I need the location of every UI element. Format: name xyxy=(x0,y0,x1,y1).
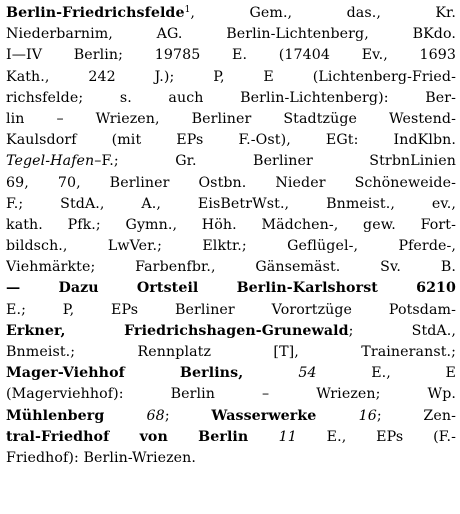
text-line xyxy=(6,406,456,427)
text-line xyxy=(6,321,456,342)
text-line xyxy=(6,173,456,194)
text-segment: , Gem., das., Kr. xyxy=(190,5,456,21)
text-line xyxy=(6,384,456,405)
text-line xyxy=(6,427,456,448)
bold-text: Mager-Viehhof Berlins, xyxy=(6,365,299,382)
text-line xyxy=(6,45,456,66)
bold-text: Mühlenberg xyxy=(6,407,147,424)
text-line xyxy=(6,3,456,24)
footnote-mark: 1 xyxy=(184,5,191,15)
italic-text: Tegel-Hafen xyxy=(6,153,95,170)
text-segment: ; StdA., xyxy=(348,322,456,339)
text-segment: E.; P, EPs Berliner Vorortzüge Potsdam- xyxy=(6,301,456,318)
text-segment: Kaulsdorf (mit EPs F.-Ost), EGt: IndKlbn. xyxy=(6,132,456,149)
text-line xyxy=(6,448,456,469)
text-line xyxy=(6,300,456,321)
text-line xyxy=(6,24,456,45)
text-segment: Niederbarnim, AG. Berlin-Lichtenberg, BKdo. xyxy=(6,26,456,43)
text-segment: bildsch., LwVer.; Elktr.; Geflügel-, Pferde-, xyxy=(6,238,456,255)
text-line xyxy=(6,151,456,172)
text-segment: E., E xyxy=(316,365,456,382)
bold-text: — Dazu Ortsteil Berlin-Karlshorst 6210 xyxy=(6,280,456,297)
text-segment: lin – Wriezen, Berliner Stadtzüge Westend- xyxy=(6,110,456,127)
text-segment: kath. Pfk.; Gymn., Höh. Mädchen-, gew. Fort- xyxy=(6,216,456,233)
text-line xyxy=(6,130,456,151)
text-segment: ; xyxy=(164,407,212,424)
bold-text: tral-Friedhof von Berlin xyxy=(6,428,279,445)
italic-text: 68 xyxy=(146,407,165,424)
bold-text: Wasserwerke xyxy=(211,407,359,424)
gazetteer-entry xyxy=(6,3,456,469)
italic-text: 54 xyxy=(298,365,317,382)
text-line xyxy=(6,363,456,384)
text-segment: richsfelde; s. auch Berlin-Lichtenberg): Ber- xyxy=(6,89,456,106)
headword: Berlin-Friedrichsfelde xyxy=(6,5,185,21)
text-segment: 69, 70, Berliner Ostbn. Nieder Schöneweide- xyxy=(6,174,456,191)
text-segment: E., EPs (F.- xyxy=(296,428,456,445)
text-line xyxy=(6,109,456,130)
text-segment: I—IV Berlin; 19785 E. (17404 Ev., 1693 xyxy=(6,47,456,64)
text-segment: F.; StdA., A., EisBetrWst., Bnmeist., ev., xyxy=(6,195,456,212)
text-segment: Friedhof): Berlin-Wriezen. xyxy=(6,449,197,466)
text-line xyxy=(6,236,456,257)
text-segment: (Magerviehhof): Berlin – Wriezen; Wp. xyxy=(6,386,456,403)
text-segment: Viehmärkte; Farbenfbr., Gänsemäst. Sv. B. xyxy=(6,259,456,276)
text-segment: –F.; Gr. Berliner StrbnLinien xyxy=(94,153,456,170)
text-line xyxy=(6,215,456,236)
text-segment: Kath., 242 J.); P, E (Lichtenberg-Fried- xyxy=(6,68,456,85)
italic-text: 11 xyxy=(278,428,297,445)
italic-text: 16 xyxy=(358,407,377,424)
text-line xyxy=(6,278,456,299)
text-segment: Bnmeist.; Rennplatz [T], Traineranst.; xyxy=(6,344,456,360)
text-line xyxy=(6,342,456,363)
text-line xyxy=(6,257,456,278)
text-line xyxy=(6,194,456,215)
text-segment: ; Zen- xyxy=(376,407,456,424)
text-line xyxy=(6,88,456,109)
bold-text: Erkner, Friedrichshagen-Grunewald xyxy=(6,322,349,339)
text-line xyxy=(6,67,456,88)
